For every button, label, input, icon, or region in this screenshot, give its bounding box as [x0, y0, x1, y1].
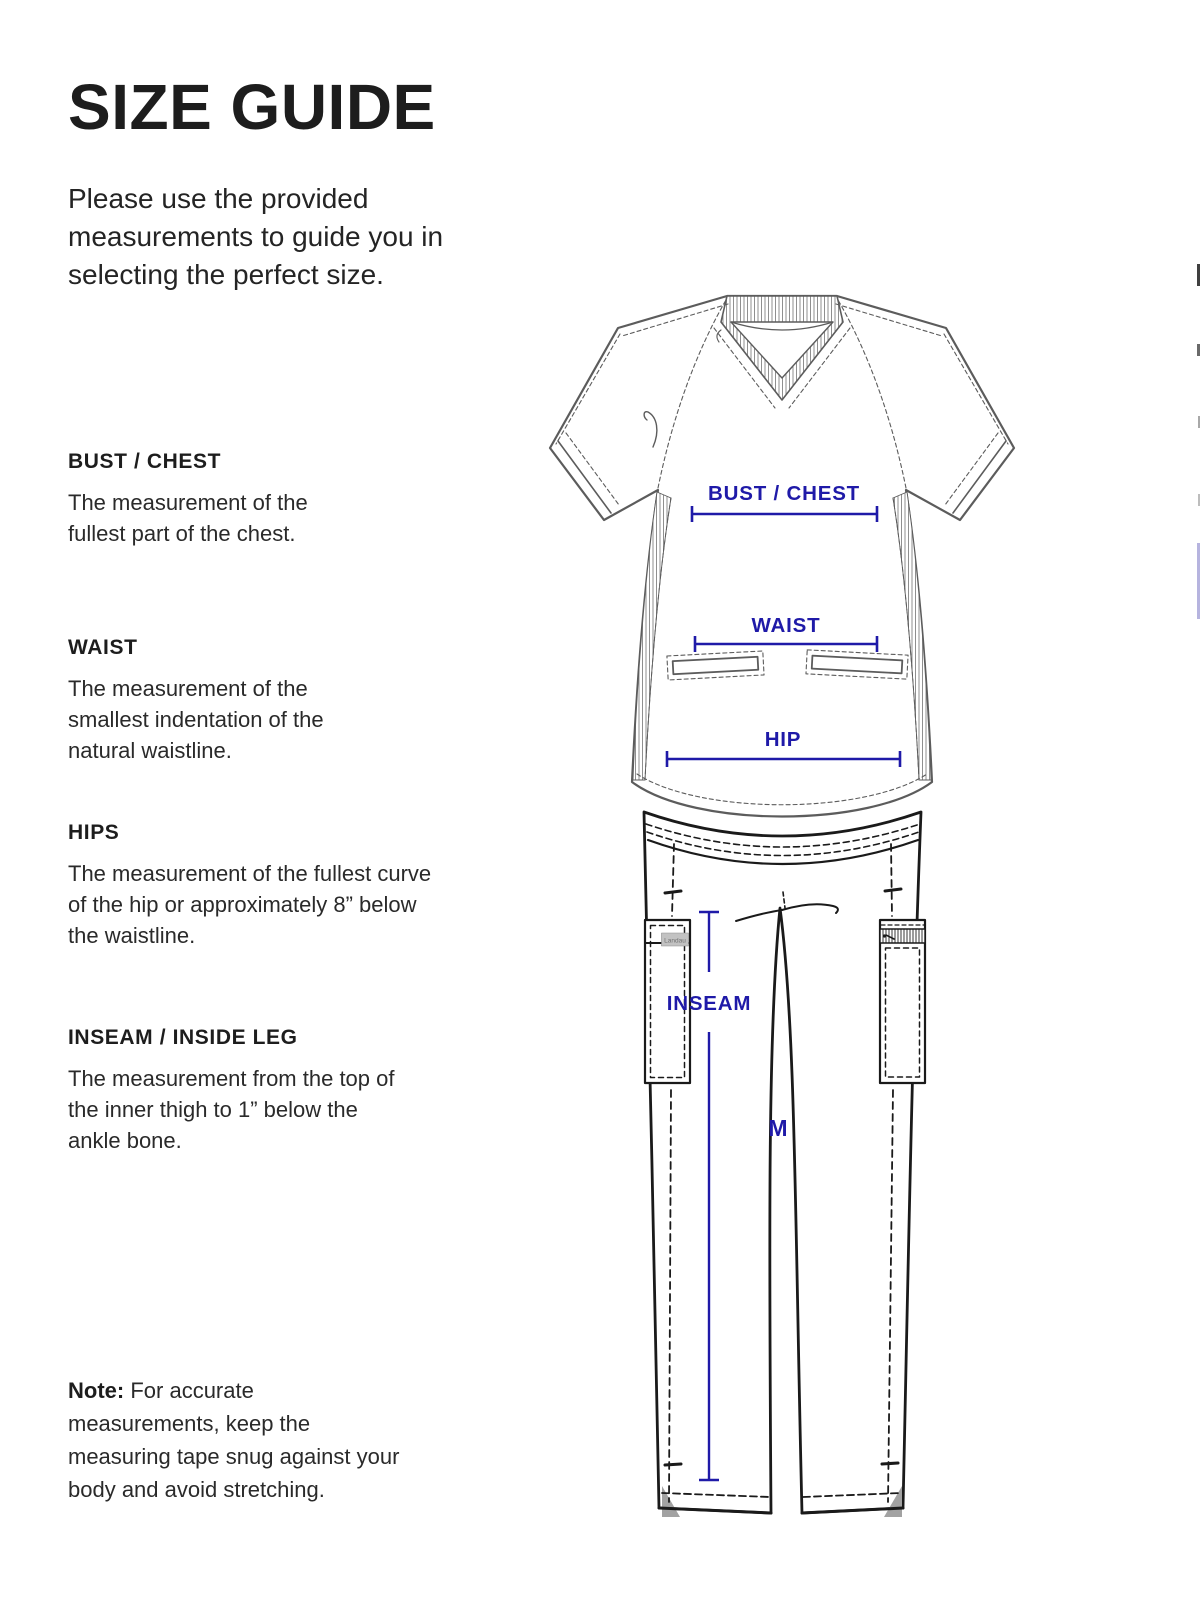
section-body: The measurement of the smallest indentation of the natural waistline. [68, 676, 324, 763]
scrub-pants-drawing [644, 812, 925, 1517]
size-guide-illustration [540, 280, 1070, 1530]
section-heading: HIPS [68, 821, 120, 844]
section-body: The measurement of the fullest curve of the hip or approximately 8” below the waistline. [68, 861, 432, 948]
note-block [68, 1374, 406, 1506]
bust-measure-label: BUST / CHEST [708, 482, 860, 505]
intro-text: Please use the provided measurements to guide you in selecting the perfect size. [68, 183, 444, 290]
section-body: The measurement from the top of the inner thigh to 1” below the ankle bone. [68, 1066, 395, 1153]
measurement-section-bust [68, 450, 358, 549]
inseam-measure-label: INSEAM [666, 992, 752, 1015]
hip-measure-label: HIP [764, 728, 802, 751]
section-heading: WAIST [68, 636, 138, 659]
page-title: SIZE GUIDE [68, 71, 436, 143]
measurement-section-hips [68, 821, 438, 951]
section-heading: INSEAM / INSIDE LEG [68, 1026, 298, 1049]
section-heading: BUST / CHEST [68, 450, 222, 473]
pocket-brand-label: Landau [664, 937, 686, 945]
note-label: Note: [68, 1378, 125, 1403]
pocket-brand-tag [662, 933, 689, 946]
note-text: Note: For accurate measurements, keep the measuring tape snug against your body and avoid stretching. [68, 1378, 400, 1502]
section-body: The measurement of the fullest part of the chest. [68, 490, 308, 546]
measurement-section-waist [68, 636, 368, 766]
measurement-section-inseam [68, 1026, 403, 1156]
size-label: M [768, 1115, 788, 1141]
waist-measure-label: WAIST [751, 614, 821, 637]
